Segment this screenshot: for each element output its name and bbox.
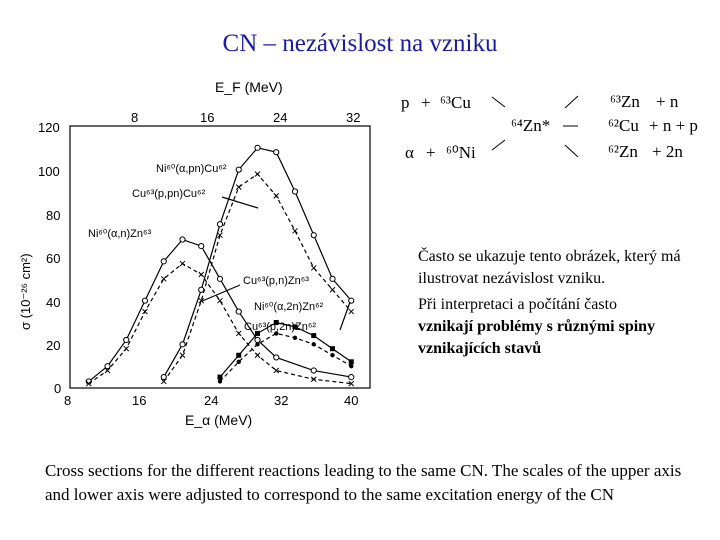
- reaction-2n: + 2n: [652, 142, 683, 161]
- y-tick: 80: [46, 208, 61, 223]
- data-point: [311, 233, 316, 238]
- data-point: [218, 298, 223, 303]
- figure-caption: Cross sections for the different reactions leading to the same CN. The scales of the upper axis and lower axis were adjusted to correspond to the same excitation energy of the CN: [45, 461, 682, 504]
- data-point: [311, 368, 316, 373]
- top-axis-label: E_F (MeV): [215, 79, 283, 95]
- reaction-scheme: [401, 92, 698, 162]
- data-point: [236, 353, 241, 358]
- label-ni-apn: Ni⁶⁰(α,pn)Cu⁶²: [156, 163, 227, 175]
- data-point: [142, 298, 147, 303]
- y-tick: 40: [46, 295, 61, 310]
- reaction-zn64: ⁶⁴Zn*: [511, 116, 551, 135]
- label-ni-a2n: Ni⁶⁰(α,2n)Zn⁶²: [254, 301, 324, 313]
- data-point: [218, 379, 222, 383]
- data-point: [180, 261, 185, 266]
- data-point: [274, 150, 279, 155]
- label-cu-ppn: Cu⁶³(p,pn)Cu⁶²: [132, 188, 206, 200]
- data-point: [274, 355, 279, 360]
- data-point: [255, 145, 260, 150]
- data-point: [143, 309, 148, 314]
- series-layer: [86, 145, 354, 386]
- data-point: [349, 309, 354, 314]
- data-point: [199, 272, 204, 277]
- note-line-1: Často se ukazuje tento obrázek, který má ilustrovat nezávislost vzniku.: [418, 248, 681, 287]
- bottom-tick: 16: [132, 393, 147, 408]
- data-point: [330, 353, 334, 357]
- data-point: [255, 353, 260, 358]
- bottom-axis-label: E_α (MeV): [185, 412, 253, 428]
- data-point: [274, 193, 279, 198]
- label-cu-p2n: Cu⁶³(p,2n)Zn⁶²: [244, 321, 317, 333]
- y-tick: 0: [54, 381, 62, 396]
- data-point: [161, 259, 166, 264]
- data-point: [349, 364, 353, 368]
- reaction-cu63: ⁶³Cu: [440, 93, 471, 112]
- top-tick: 32: [346, 110, 361, 125]
- data-point: [180, 353, 185, 358]
- data-point: [236, 185, 241, 190]
- y-tick: 20: [46, 338, 61, 353]
- data-point: [199, 243, 204, 248]
- reaction-zn62: ⁶²Zn: [608, 142, 638, 161]
- data-point: [255, 172, 260, 177]
- data-point: [255, 342, 259, 346]
- reaction-n: + n: [656, 92, 679, 111]
- top-tick: 16: [200, 110, 215, 125]
- y-axis-label: σ (10⁻²⁶ cm²): [18, 253, 33, 330]
- data-point: [180, 342, 185, 347]
- data-point: [105, 364, 110, 369]
- data-point: [330, 346, 335, 351]
- label-cu-pn: Cu⁶³(p,n)Zn⁶³: [243, 275, 309, 287]
- data-point: [161, 276, 166, 281]
- reaction-plus: +: [426, 143, 436, 162]
- data-point: [293, 336, 297, 340]
- data-point: [199, 287, 204, 292]
- reaction-zn63: ⁶³Zn: [610, 92, 640, 111]
- note-line-2: Při interpretaci a počítání často: [418, 296, 618, 313]
- data-point: [330, 276, 335, 281]
- data-point: [312, 342, 316, 346]
- data-point: [293, 228, 298, 233]
- data-point: [311, 265, 316, 270]
- y-tick: 60: [46, 251, 61, 266]
- note-line-3: vznikají problémy s různými spiny vznikajících stavů: [418, 318, 656, 357]
- y-tick: 100: [38, 164, 60, 179]
- bottom-tick: 40: [344, 393, 359, 408]
- bottom-tick: 32: [274, 393, 289, 408]
- data-point: [124, 346, 129, 351]
- data-point: [124, 337, 129, 342]
- data-point: [217, 276, 222, 281]
- data-point: [292, 189, 297, 194]
- data-point: [236, 309, 241, 314]
- reaction-p: p: [401, 93, 410, 112]
- data-point: [236, 167, 241, 172]
- top-tick: 8: [131, 110, 139, 125]
- data-point: [217, 222, 222, 227]
- data-point: [255, 337, 260, 342]
- y-tick: 120: [38, 120, 60, 135]
- page-title: CN – nezávislost na vzniku: [222, 30, 498, 57]
- note-text: [418, 246, 698, 360]
- pointer-arrow: [340, 302, 350, 330]
- data-point: [180, 237, 185, 242]
- reaction-cu62: ⁶²Cu: [608, 116, 639, 135]
- data-point: [236, 331, 241, 336]
- pointer-arrow: [200, 285, 240, 302]
- data-point: [311, 333, 316, 338]
- data-point: [349, 359, 354, 364]
- data-point: [237, 360, 241, 364]
- bottom-tick: 24: [204, 393, 219, 408]
- data-point: [349, 374, 354, 379]
- data-point: [330, 287, 335, 292]
- reaction-ni60: ⁶⁰Ni: [446, 143, 476, 162]
- label-ni-an: Ni⁶⁰(α,n)Zn⁶³: [88, 228, 152, 240]
- reaction-alpha: α: [405, 143, 414, 162]
- reaction-n-p: + n + p: [649, 116, 698, 135]
- top-tick: 24: [273, 110, 288, 125]
- reaction-plus: +: [421, 93, 431, 112]
- bottom-tick-labels: [64, 393, 358, 408]
- bottom-tick: 8: [64, 393, 72, 408]
- y-tick-labels: [38, 120, 61, 396]
- top-tick-labels: [131, 110, 360, 125]
